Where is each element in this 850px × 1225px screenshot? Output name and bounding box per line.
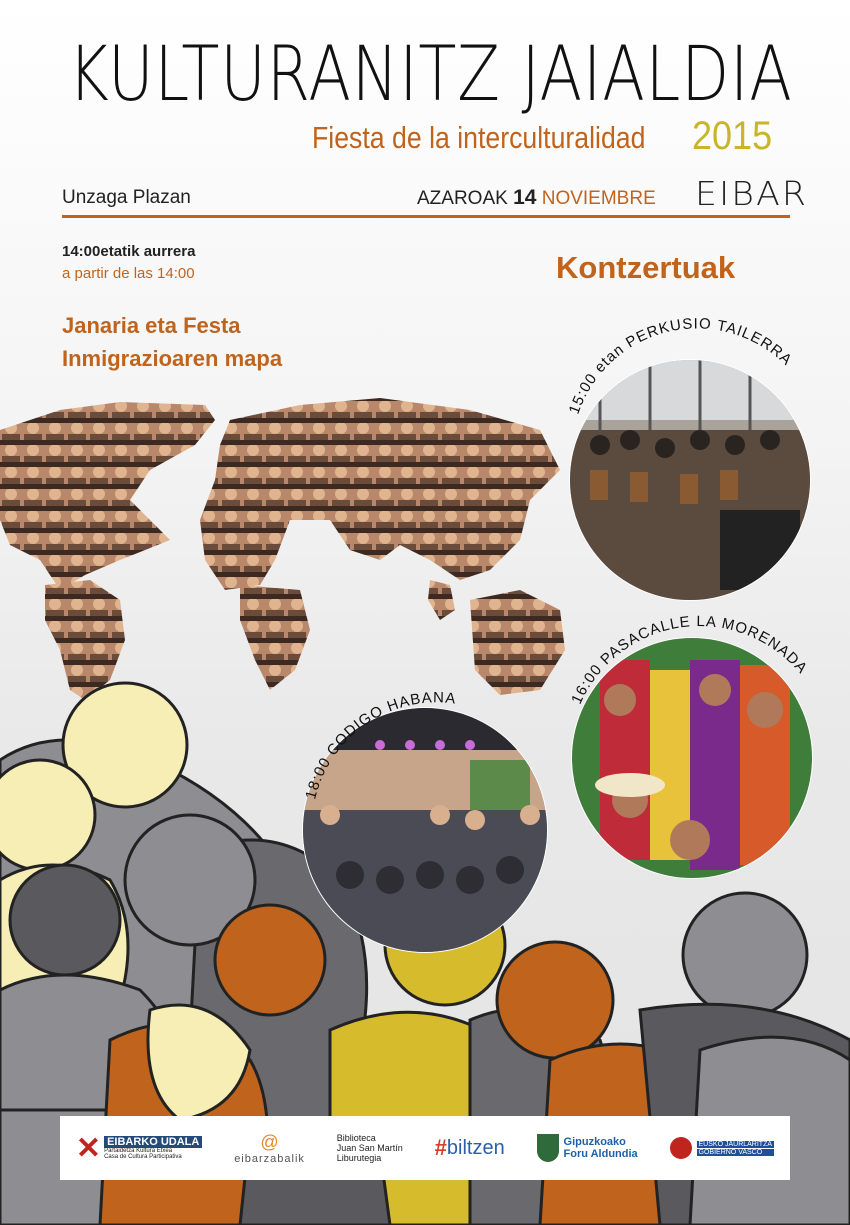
eibarzabalik-name: eibarzabalik xyxy=(234,1152,305,1165)
spiral-icon: @ xyxy=(260,1131,279,1152)
tree-emblem-icon xyxy=(670,1137,692,1159)
x-mark-icon: ✕ xyxy=(75,1131,102,1165)
event-label-percussion: 15:00 etan PERKUSIO TAILERRA xyxy=(565,315,796,417)
festival-year: 2015 xyxy=(692,114,773,158)
event-label-morenada: 16:00 PASACALLE LA MORENADA xyxy=(568,612,811,707)
venue-text: Unzaga Plazan xyxy=(62,187,191,208)
sponsor-biltzen xyxy=(435,1135,505,1161)
shield-icon xyxy=(537,1134,559,1162)
eibarko-name: EIBARKO UDALA xyxy=(104,1136,202,1148)
activity-food: Janaria eta Festa xyxy=(62,313,241,338)
eibarko-sub2: Casa de Cultura Participativa xyxy=(104,1154,182,1160)
gipuzkoa-line1: Gipuzkoako xyxy=(563,1136,626,1148)
world-map-mosaic xyxy=(0,398,565,700)
ejgv-line2: GOBIERNO VASCO xyxy=(697,1149,775,1156)
event-label-codigo-habana: 18:00 CODIGO HABANA xyxy=(302,689,458,802)
concerts-heading: Kontzertuak xyxy=(556,250,736,285)
photo-percussion xyxy=(560,350,820,610)
biltzen-name: biltzen xyxy=(446,1136,505,1159)
eibarko-sub1: Partaidetza Kultura Etxea xyxy=(104,1148,173,1154)
sponsor-eibarko-udala xyxy=(76,1131,202,1166)
date-text xyxy=(417,186,656,210)
sponsor-biblioteca xyxy=(337,1133,403,1163)
date-day: 14 xyxy=(513,186,537,209)
sponsor-gipuzkoa xyxy=(537,1134,638,1162)
sponsor-eusko-jaurlaritza xyxy=(670,1137,775,1159)
festival-subtitle: Fiesta de la interculturalidad xyxy=(312,120,646,155)
biblio-line2: Juan San Martín xyxy=(336,1143,403,1153)
ejgv-line1: EUSKO JAURLARITZA xyxy=(698,1140,773,1148)
biblio-line1: Biblioteca xyxy=(336,1133,376,1143)
gipuzkoa-line2: Foru Aldundia xyxy=(563,1148,638,1160)
biblio-line3: Liburutegia xyxy=(336,1153,382,1163)
hash-icon: # xyxy=(434,1135,447,1160)
start-time-spanish: a partir de las 14:00 xyxy=(62,265,195,282)
header-divider xyxy=(62,215,790,218)
city-name: EIBAR xyxy=(695,174,809,213)
festival-title: KULTURANITZ JAIALDIA xyxy=(68,29,793,118)
date-month: NOVIEMBRE xyxy=(541,188,656,209)
activity-map: Inmigrazioaren mapa xyxy=(62,346,283,371)
sponsor-strip xyxy=(60,1116,790,1180)
date-prefix: AZAROAK xyxy=(417,188,508,209)
sponsor-eibarzabalik xyxy=(234,1132,305,1165)
photo-morenada xyxy=(570,635,820,885)
start-time-basque: 14:00etatik aurrera xyxy=(62,243,196,260)
